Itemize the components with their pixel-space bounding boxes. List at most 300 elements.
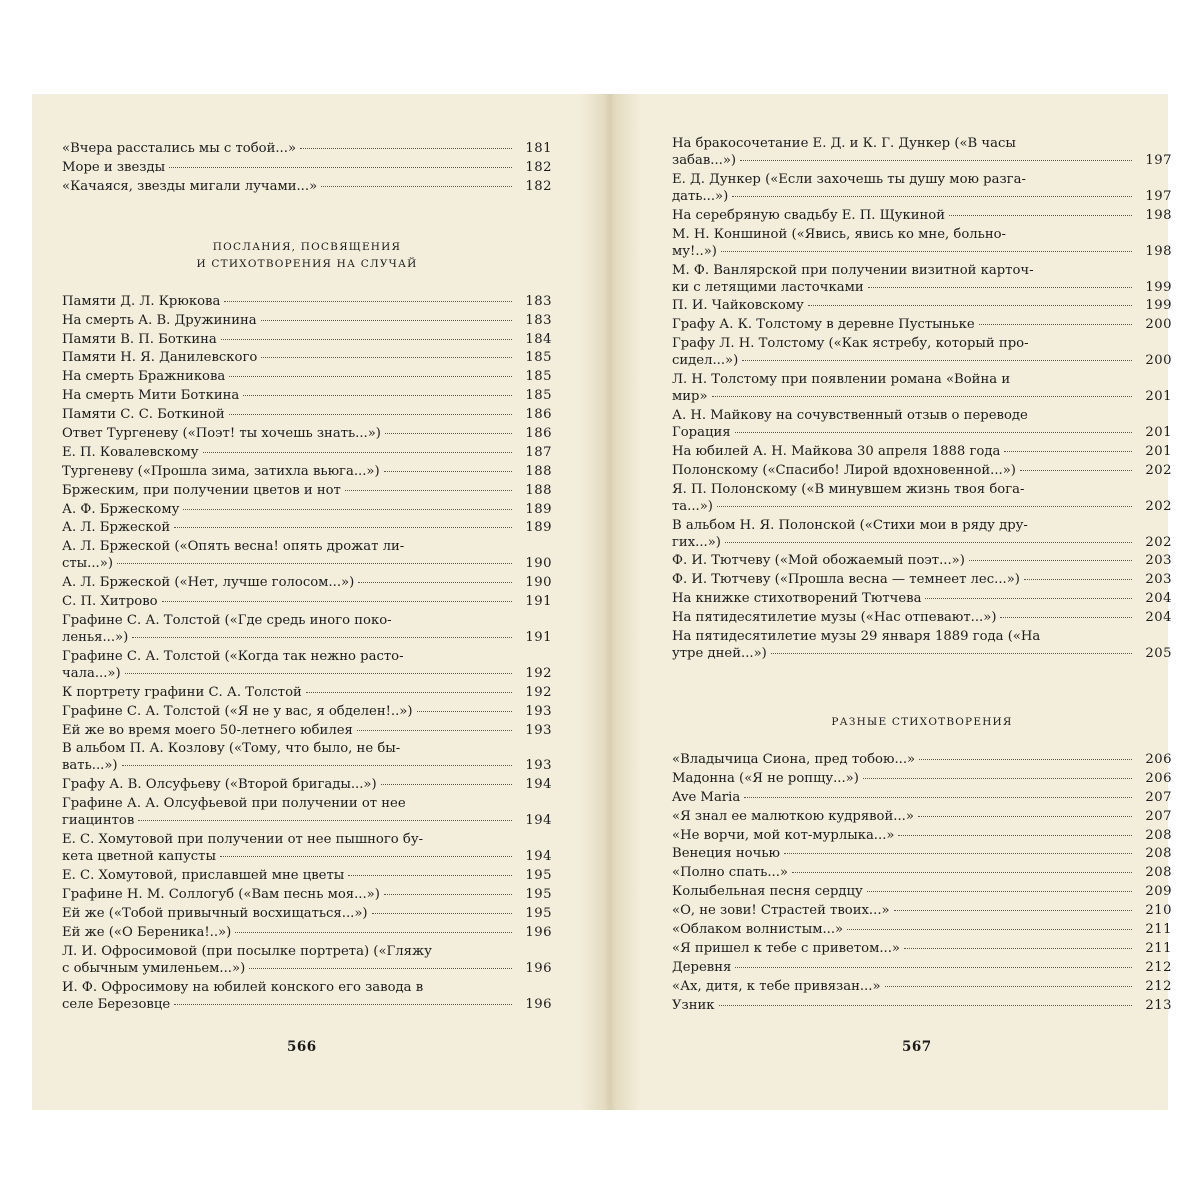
toc-entry-text: гиацинтов [62, 813, 135, 829]
toc-entry [672, 443, 1172, 460]
toc-entry [62, 463, 552, 480]
toc-entry-line [62, 684, 516, 701]
toc-page-number: 194 [525, 849, 552, 865]
dot-leader [1004, 450, 1132, 452]
toc-page-number: 208 [1145, 846, 1172, 862]
toc-entry-text: На пятидесятилетие музы («Нас отпевают...») [672, 610, 997, 626]
toc-entry-title [672, 921, 1136, 938]
toc-entry-text: А. Л. Бржеской («Опять весна! опять дрожат ли- [62, 539, 405, 555]
toc-entry-text: Графине Н. М. Соллогуб («Вам песнь моя...») [62, 886, 380, 902]
toc-entry-text: «Облаком волнистым...» [672, 922, 844, 938]
toc-entry-line [62, 722, 516, 739]
dot-leader [249, 967, 512, 969]
toc-page-number: 193 [525, 703, 552, 719]
toc-entry [62, 425, 552, 442]
toc-entry-line [672, 171, 1136, 188]
toc-entry-text: чала...») [62, 665, 121, 681]
toc-entry-text: Л. И. Офросимовой (при посылке портрета) («Гляжу [62, 943, 432, 959]
dot-leader [384, 470, 512, 472]
toc-entry-line [672, 883, 1136, 900]
toc-entry [62, 387, 552, 404]
toc-entry-title [62, 501, 516, 518]
toc-entry-line [62, 444, 516, 461]
toc-entry-line [672, 481, 1136, 498]
toc-entry-text: «Качаяся, звезды мигали лучами...» [62, 178, 318, 194]
dot-leader [132, 636, 512, 638]
toc-page-number: 202 [1145, 498, 1172, 514]
toc-entry-text: Узник [672, 997, 715, 1013]
toc-page-number: 202 [1145, 534, 1172, 550]
toc-entry-title [672, 262, 1136, 296]
toc-page-number: 201 [1145, 425, 1172, 441]
toc-entry-line [62, 629, 516, 646]
toc-entry-line [62, 960, 516, 977]
toc-entry [62, 612, 552, 646]
toc-entry [672, 226, 1172, 260]
toc-entry [62, 776, 552, 793]
toc-entry-line [62, 482, 516, 499]
dot-leader [221, 338, 512, 340]
toc-entry-text: На смерть Бражникова [62, 369, 226, 385]
toc-entry-text: Памяти Д. Л. Крюкова [62, 293, 221, 309]
toc-entry-text: В альбом П. А. Козлову («Тому, что было, не бы- [62, 741, 401, 757]
toc-entry [672, 462, 1172, 479]
toc-page-number: 186 [525, 407, 552, 423]
toc-entry-text: В альбом Н. Я. Полонской («Стихи мои в ряду дру- [672, 517, 1028, 533]
toc-entry-line [672, 864, 1136, 881]
toc-page-number: 204 [1145, 591, 1172, 607]
toc-entry [62, 722, 552, 739]
dot-leader [348, 874, 512, 876]
toc-page-number: 200 [1145, 317, 1172, 333]
toc-page-number: 211 [1145, 922, 1172, 938]
toc-entry-title [672, 978, 1136, 995]
toc-page-number: 206 [1145, 770, 1172, 786]
toc-page-number: 211 [1145, 940, 1172, 956]
toc-entry [672, 883, 1172, 900]
toc-entry-line [672, 517, 1136, 534]
dot-leader [357, 729, 512, 731]
dot-leader [919, 758, 1132, 760]
toc-entry-text: М. Ф. Ванлярской при получении визитной карточ- [672, 262, 1034, 278]
toc-entry-line [672, 443, 1136, 460]
toc-entry-title [672, 407, 1136, 441]
toc-page-number: 196 [525, 924, 552, 940]
toc-entry [62, 648, 552, 682]
toc-page-number: 196 [525, 996, 552, 1012]
toc-entry-title [672, 135, 1136, 169]
toc-page-number: 199 [1145, 279, 1172, 295]
toc-entry-line [672, 279, 1136, 296]
toc-page-number: 192 [525, 684, 552, 700]
toc-entry-title [62, 867, 516, 884]
toc-page-number: 185 [525, 388, 552, 404]
toc-entry [62, 406, 552, 423]
toc-entry-text: Памяти Н. Я. Данилевского [62, 350, 258, 366]
toc-entry-title [62, 387, 516, 404]
right-toc-column [672, 135, 1172, 1016]
toc-entry-line [62, 555, 516, 572]
toc-entry [62, 331, 552, 348]
toc-entry-text: Ей же («О Береника!..») [62, 924, 232, 940]
dot-leader [784, 852, 1132, 854]
toc-entry-text: Е. С. Хомутовой при получении от нее пышного бу- [62, 832, 424, 848]
toc-page-number: 188 [525, 482, 552, 498]
toc-entry [672, 845, 1172, 862]
toc-entry-title [62, 831, 516, 865]
toc-entry-text: Деревня [672, 959, 732, 975]
dot-leader [358, 581, 512, 583]
toc-entry-text: «О, не зови! Страстей твоих...» [672, 903, 890, 919]
dot-leader [1024, 578, 1132, 580]
toc-entry-line [672, 921, 1136, 938]
toc-entry-text: с обычным умиленьем...») [62, 960, 246, 976]
toc-entry [672, 997, 1172, 1014]
right-section-heading [672, 714, 1172, 731]
toc-page-number: 199 [1145, 298, 1172, 314]
dot-leader [417, 710, 512, 712]
toc-page-number: 195 [525, 868, 552, 884]
toc-page-number: 210 [1145, 903, 1172, 919]
toc-entry [62, 178, 552, 195]
toc-entry-text: П. И. Чайковскому [672, 298, 804, 314]
dot-leader [863, 777, 1132, 779]
toc-entry [672, 940, 1172, 957]
toc-entry-text: И. Ф. Офросимову на юбилей конского его завода в [62, 979, 424, 995]
toc-entry-line [672, 940, 1136, 957]
toc-entry-title [672, 864, 1136, 881]
toc-entry-title [62, 312, 516, 329]
toc-page-number: 192 [525, 665, 552, 681]
toc-entry-line [672, 770, 1136, 787]
dot-leader [235, 931, 512, 933]
toc-entry [672, 789, 1172, 806]
toc-entry-text: гих...») [672, 534, 721, 550]
toc-entry [672, 517, 1172, 551]
toc-entry-text: забав...») [672, 153, 737, 168]
toc-entry-text: Ф. И. Тютчеву («Прошла весна — темнеет лес...») [672, 572, 1020, 588]
toc-entry-text: На пятидесятилетие музы 29 января 1889 года («На [672, 629, 1041, 645]
dot-leader [719, 1004, 1132, 1006]
toc-entry-title [672, 335, 1136, 369]
toc-page-number: 208 [1145, 827, 1172, 843]
toc-entry-line [672, 789, 1136, 806]
toc-entry-text: С. П. Хитрово [62, 594, 158, 610]
toc-entry-title [62, 425, 516, 442]
toc-entry-line [62, 538, 516, 555]
toc-entry-title [62, 463, 516, 480]
toc-entry-line [672, 462, 1136, 479]
toc-entry-line [62, 331, 516, 348]
right-section-entries [672, 751, 1172, 1014]
toc-entry-title [62, 482, 516, 499]
toc-entry-title [62, 740, 516, 774]
dot-leader [384, 893, 512, 895]
toc-page-number: 197 [1145, 153, 1172, 168]
toc-entry [62, 593, 552, 610]
toc-page-number: 203 [1145, 572, 1172, 588]
toc-page-number: 206 [1145, 752, 1172, 768]
toc-page-number: 183 [525, 293, 552, 309]
toc-entry [62, 482, 552, 499]
toc-entry-text: Графине А. А. Олсуфьевой при получении от нее [62, 796, 406, 812]
toc-entry [62, 924, 552, 941]
toc-entry-line [672, 243, 1136, 260]
right-top-entries [672, 135, 1172, 662]
toc-page-number: 205 [1145, 646, 1172, 662]
toc-entry [62, 312, 552, 329]
toc-entry-line [672, 845, 1136, 862]
toc-entry-line [62, 501, 516, 518]
toc-entry-text: му!..») [672, 243, 717, 259]
toc-entry-text: сидел...») [672, 353, 739, 369]
toc-entry-line [672, 207, 1136, 224]
toc-entry [62, 444, 552, 461]
dot-leader [740, 159, 1132, 161]
toc-entry-text: Графине С. А. Толстой («Где средь иного поко- [62, 613, 392, 629]
toc-entry-text: Ф. И. Тютчеву («Мой обожаемый поэт...») [672, 553, 965, 569]
left-top-entries [62, 140, 552, 195]
toc-entry-title [62, 331, 516, 348]
toc-page-number: 200 [1145, 353, 1172, 369]
toc-entry-line [672, 135, 1136, 152]
left-section-heading [62, 239, 552, 273]
toc-page-number: 203 [1145, 553, 1172, 569]
dot-leader [220, 855, 512, 857]
toc-entry-text: «Вчера расстались мы с тобой...» [62, 141, 297, 156]
dot-leader [808, 304, 1132, 306]
toc-page-number: 185 [525, 350, 552, 366]
toc-entry [672, 808, 1172, 825]
toc-entry-line [672, 959, 1136, 976]
toc-entry-text: На смерть Мити Боткина [62, 388, 240, 404]
toc-entry-text: На смерть А. В. Дружинина [62, 312, 257, 328]
toc-entry-line [62, 996, 516, 1013]
toc-entry-title [62, 593, 516, 610]
toc-entry-text: кета цветной капусты [62, 849, 216, 865]
toc-page-number: 193 [525, 758, 552, 774]
toc-entry [62, 538, 552, 572]
dot-leader [125, 672, 512, 674]
toc-entry-line [672, 424, 1136, 441]
toc-entry-line [62, 757, 516, 774]
toc-entry-line [672, 316, 1136, 333]
toc-entry-line [62, 703, 516, 720]
dot-leader [345, 489, 512, 491]
toc-entry-line [672, 262, 1136, 279]
dot-leader [385, 432, 512, 434]
toc-entry-text: На серебряную свадьбу Е. П. Щукиной [672, 207, 946, 223]
toc-entry [62, 886, 552, 903]
toc-page-number: 185 [525, 369, 552, 385]
dot-leader [1020, 469, 1132, 471]
dot-leader [183, 508, 512, 510]
toc-entry-title [62, 979, 516, 1013]
toc-entry-title [62, 776, 516, 793]
toc-page-number: 190 [525, 575, 552, 591]
dot-leader [261, 319, 512, 321]
toc-entry-text: А. Ф. Бржескому [62, 501, 180, 517]
toc-entry-title [62, 368, 516, 385]
dot-leader [381, 783, 512, 785]
toc-entry-title [62, 444, 516, 461]
toc-entry-text: Тургеневу («Прошла зима, затихла вьюга...») [62, 463, 380, 479]
toc-entry-line [62, 943, 516, 960]
toc-entry-text: Л. Н. Толстому при появлении романа «Война и [672, 372, 1011, 388]
toc-entry-title [672, 959, 1136, 976]
toc-entry-text: «Я пришел к тебе с приветом...» [672, 940, 900, 956]
toc-entry [672, 609, 1172, 626]
toc-entry-line [62, 425, 516, 442]
toc-entry-title [62, 293, 516, 310]
toc-entry-text: ленья...») [62, 630, 129, 646]
toc-entry-text: утре дней...») [672, 646, 767, 662]
toc-entry-title [672, 462, 1136, 479]
toc-entry-title [672, 552, 1136, 569]
dot-leader [122, 764, 512, 766]
toc-entry-title [672, 751, 1136, 768]
toc-entry-title [672, 609, 1136, 626]
toc-entry-line [672, 751, 1136, 768]
dot-leader [742, 359, 1132, 361]
dot-leader [918, 815, 1132, 817]
toc-entry [672, 959, 1172, 976]
toc-entry-line [62, 740, 516, 757]
toc-entry-title [62, 684, 516, 701]
toc-page-number: 212 [1145, 959, 1172, 975]
dot-leader [725, 541, 1132, 543]
toc-entry-text: Бржеским, при получении цветов и нот [62, 482, 341, 498]
toc-entry-title [672, 770, 1136, 787]
toc-page-number: 195 [525, 886, 552, 902]
toc-entry-text: Ей же во время моего 50-летнего юбилея [62, 722, 353, 738]
toc-page-number: 190 [525, 556, 552, 572]
toc-entry-text: Графине С. А. Толстой («Когда так нежно расто- [62, 648, 404, 664]
dot-leader [732, 195, 1132, 197]
toc-entry-text: Е. Д. Дункер («Если захочешь ты душу мою разга- [672, 171, 1026, 187]
dot-leader [979, 323, 1132, 325]
toc-entry-line [62, 159, 516, 176]
toc-entry-text: мир» [672, 389, 708, 405]
dot-leader [243, 394, 512, 396]
dot-leader [925, 597, 1132, 599]
toc-entry-line [62, 665, 516, 682]
toc-entry-title [672, 571, 1136, 588]
dot-leader [712, 395, 1132, 397]
dot-leader [771, 652, 1132, 654]
dot-leader [321, 185, 512, 187]
dot-leader [162, 600, 512, 602]
toc-entry-text: На книжке стихотворений Тютчева [672, 591, 922, 607]
toc-entry-line [672, 352, 1136, 369]
toc-entry [62, 979, 552, 1013]
toc-entry-line [672, 407, 1136, 424]
toc-entry-title [672, 171, 1136, 205]
toc-entry [62, 684, 552, 701]
toc-entry-title [672, 883, 1136, 900]
dot-leader [224, 300, 512, 302]
toc-entry-line [672, 371, 1136, 388]
toc-page-number: 184 [525, 331, 552, 347]
toc-entry-title [672, 226, 1136, 260]
toc-page-number: 196 [525, 960, 552, 976]
toc-entry-title [672, 590, 1136, 607]
toc-entry-line [62, 924, 516, 941]
toc-entry [62, 943, 552, 977]
toc-entry-line [672, 997, 1136, 1014]
toc-entry-line [672, 827, 1136, 844]
toc-page-number: 194 [525, 813, 552, 829]
toc-entry-text: «Владычица Сиона, пред тобою...» [672, 752, 916, 768]
toc-entry-text: Ответ Тургеневу («Поэт! ты хочешь знать...») [62, 426, 381, 442]
toc-entry [672, 371, 1172, 405]
dot-leader [174, 526, 512, 528]
toc-entry-line [672, 152, 1136, 169]
toc-entry-line [62, 886, 516, 903]
toc-entry [672, 628, 1172, 662]
toc-page-number: 207 [1145, 789, 1172, 805]
dot-leader [372, 912, 512, 914]
toc-page-number: 201 [1145, 389, 1172, 405]
section-title-line: ПОСЛАНИЯ, ПОСВЯЩЕНИЯ [212, 240, 402, 253]
toc-entry-line [672, 902, 1136, 919]
dot-leader [306, 691, 512, 693]
toc-entry [62, 501, 552, 518]
toc-entry-title [62, 349, 516, 366]
toc-entry-line [62, 812, 516, 829]
toc-entry-title [62, 722, 516, 739]
toc-entry [672, 552, 1172, 569]
toc-entry-title [62, 159, 516, 176]
toc-entry [672, 171, 1172, 205]
toc-entry-line [62, 463, 516, 480]
toc-entry-text: Графу Л. Н. Толстому («Как ястребу, который про- [672, 336, 1029, 352]
toc-entry-line [672, 388, 1136, 405]
toc-page-number: 209 [1145, 884, 1172, 900]
toc-entry-title [62, 703, 516, 720]
toc-entry-title [62, 538, 516, 572]
toc-page-number: 189 [525, 520, 552, 536]
toc-entry [672, 407, 1172, 441]
toc-entry [672, 770, 1172, 787]
toc-entry-line [62, 349, 516, 366]
dot-leader [717, 505, 1132, 507]
toc-entry [672, 262, 1172, 296]
dot-leader [904, 947, 1132, 949]
section-title-line: РАЗНЫЕ СТИХОТВОРЕНИЯ [831, 716, 1013, 729]
toc-page-number: 194 [525, 777, 552, 793]
toc-entry-line [62, 140, 516, 157]
toc-entry-line [672, 808, 1136, 825]
toc-entry [62, 293, 552, 310]
toc-entry-text: вать...») [62, 758, 118, 774]
toc-entry-title [62, 574, 516, 591]
toc-entry-title [62, 886, 516, 903]
toc-entry [62, 140, 552, 157]
dot-leader [735, 431, 1132, 433]
toc-entry-line [62, 293, 516, 310]
dot-leader [721, 250, 1132, 252]
toc-page-number: 182 [525, 159, 552, 175]
toc-page-number: 186 [525, 426, 552, 442]
toc-entry-text: Графине С. А. Толстой («Я не у вас, я обделен!..») [62, 703, 413, 719]
toc-entry [62, 831, 552, 865]
toc-entry-line [62, 905, 516, 922]
toc-entry [672, 590, 1172, 607]
toc-entry-text: Е. С. Хомутовой, приславшей мне цветы [62, 868, 345, 884]
toc-entry-line [672, 571, 1136, 588]
toc-page-number: 198 [1145, 243, 1172, 259]
